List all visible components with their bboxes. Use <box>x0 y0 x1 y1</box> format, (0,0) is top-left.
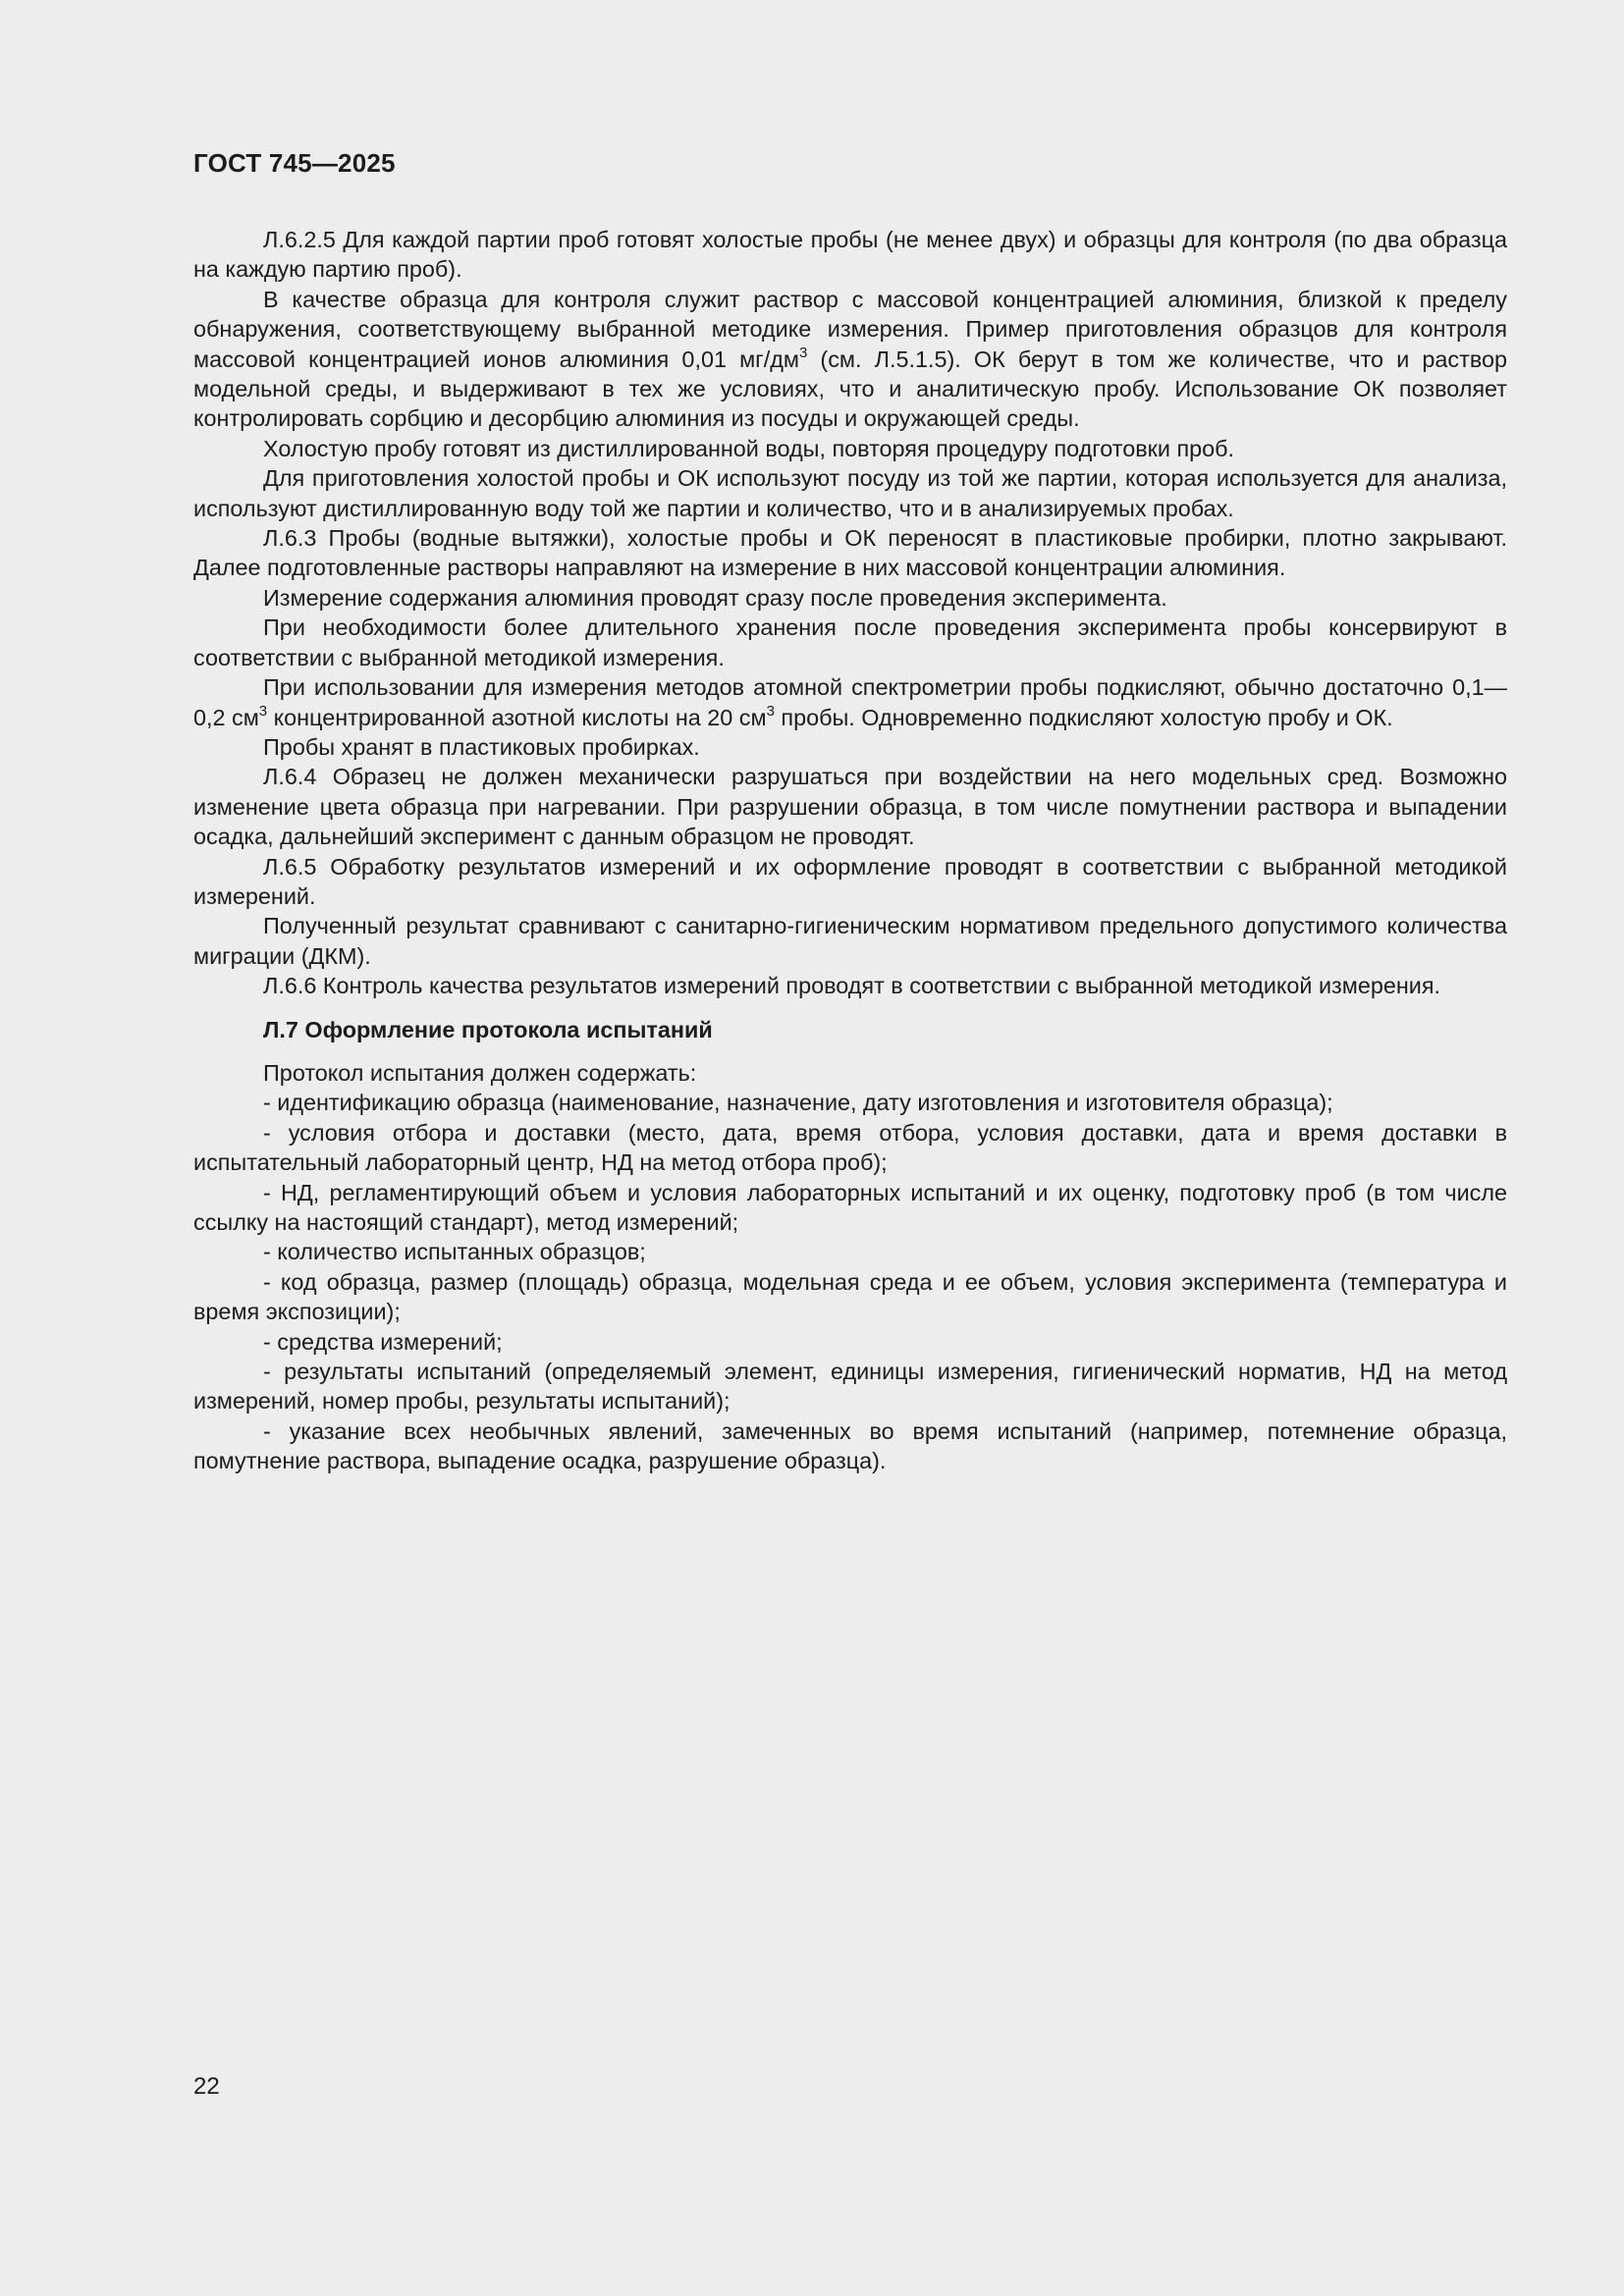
protocol-list-item: - результаты испытаний (определяемый элемент, единицы измерения, гигиенический норматив, НД на метод измерений, номер пробы, результаты испытаний); <box>193 1359 1507 1415</box>
page-number: 22 <box>193 2073 220 2100</box>
protocol-list-item: - количество испытанных образцов; <box>263 1239 646 1265</box>
paragraph-blank-sample: Холостую пробу готовят из дистиллированной воды, повторяя процедуру подготовки проб. <box>263 435 1235 461</box>
paragraph-glassware: Для приготовления холостой пробы и ОК используют посуду из той же партии, которая используется для анализа, используют дистиллированную воду той же партии и количество, что и в анализируемых пробах. <box>193 465 1507 521</box>
paragraph-storage: При необходимости более длительного хранения после проведения эксперимента пробы консервируют в соответствии с выбранной методикой измерения. <box>193 614 1507 670</box>
protocol-list-item: - НД, регламентирующий объем и условия лабораторных испытаний и их оценку, подготовку проб (в том числе ссылку на настоящий стандарт), метод измерений; <box>193 1179 1507 1235</box>
protocol-list-item: - указание всех необычных явлений, замеченных во время испытаний (например, потемнение образца, помутнение раствора, выпадение осадка, разрушение образца). <box>193 1417 1507 1474</box>
protocol-list-item: - код образца, размер (площадь) образца, модельная среда и ее объем, условия эксперимента (температура и время экспозиции); <box>193 1268 1507 1325</box>
paragraph-measurement-timing: Измерение содержания алюминия проводят сразу после проведения эксперимента. <box>263 584 1167 611</box>
protocol-intro: Протокол испытания должен содержать: <box>263 1059 697 1086</box>
protocol-list-item: - средства измерений; <box>263 1328 503 1355</box>
protocol-list-item: - идентификацию образца (наименование, назначение, дату изготовления и изготовителя образца); <box>263 1090 1333 1116</box>
paragraph-result-comparison: Полученный результат сравнивают с санитарно-гигиеническим нормативом предельного допустимого количества миграции (ДКМ). <box>193 913 1507 969</box>
paragraph-l64: Л.6.4 Образец не должен механически разрушаться при воздействии на него модельных сред. Возможно изменение цвета образца при нагревании. При разрушении образца, в том числе помутнении раствора и выпадении осадка, дальнейший эксперимент с данным образцом не проводят. <box>193 764 1507 850</box>
section-heading-l7: Л.7 Оформление протокола испытаний <box>263 1016 713 1042</box>
paragraph-tubes: Пробы хранят в пластиковых пробирках. <box>263 733 700 760</box>
protocol-list-item: - условия отбора и доставки (место, дата, время отбора, условия доставки, дата и время доставки в испытательный лабораторный центр, НД на метод отбора проб); <box>193 1119 1507 1176</box>
paragraph-l65: Л.6.5 Обработку результатов измерений и их оформление проводят в соответствии с выбранной методикой измерений. <box>193 853 1507 909</box>
document-header: ГОСТ 745—2025 <box>193 148 396 178</box>
paragraph-acidification: При использовании для измерения методов атомной спектрометрии пробы подкисляют, обычно достаточно 0,1—0,2 $см^3$ концентрированной азотной кислоты на 20 $см^3$ пробы. Одновременно подкисляют холостую пробу и ОК. <box>193 674 1507 730</box>
paragraph-l63: Л.6.3 Пробы (водные вытяжки), холостые пробы и ОК переносят в пластиковые пробирки, плотно закрывают. Далее подготовленные растворы направляют на измерение в них массовой концентрации алюминия. <box>193 525 1507 581</box>
document-body <box>193 225 1507 1476</box>
paragraph-control-sample: В качестве образца для контроля служит раствор с массовой концентрацией алюминия, близкой к пределу обнаружения, соответствующему выбранной методике измерения. Пример приготовления образцов для контроля массовой концентрацией ионов алюминия 0,01 $мг/дм^3$ (см. Л.5.1.5). ОК берут в том же количестве, что и раствор модельной среды, и выдерживают в тех же условиях, что и аналитическую пробу. Использование ОК позволяет контролировать сорбцию и десорбцию алюминия из посуды и окружающей среды. <box>193 286 1507 432</box>
paragraph-l625: Л.6.2.5 Для каждой партии проб готовят холостые пробы (не менее двух) и образцы для контроля (по два образца на каждую партию проб). <box>193 227 1507 283</box>
paragraph-l66: Л.6.6 Контроль качества результатов измерений проводят в соответствии с выбранной методикой измерения. <box>263 973 1441 999</box>
